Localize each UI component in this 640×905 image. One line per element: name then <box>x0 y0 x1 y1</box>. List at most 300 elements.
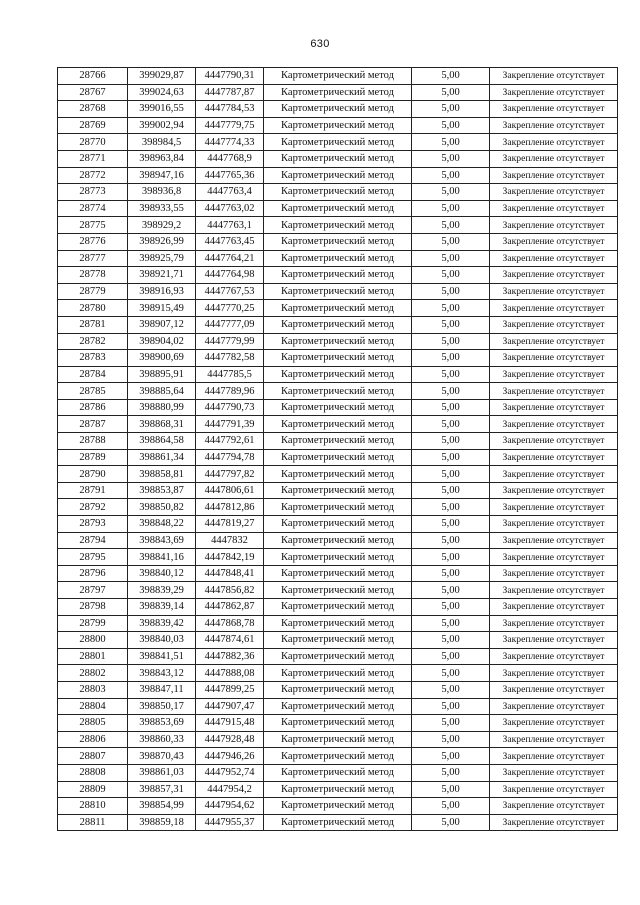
x-coordinate-cell: 398868,31 <box>128 416 196 433</box>
method-cell: Картометрический метод <box>264 715 412 732</box>
accuracy-cell: 5,00 <box>412 333 490 350</box>
table-row <box>58 366 618 383</box>
y-coordinate-cell: 4447774,33 <box>196 134 264 151</box>
note-cell: Закрепление отсутствует <box>490 300 618 317</box>
table-row <box>58 715 618 732</box>
point-id-cell: 28787 <box>58 416 128 433</box>
table-row <box>58 68 618 85</box>
point-id-cell: 28783 <box>58 350 128 367</box>
x-coordinate-cell: 398936,8 <box>128 184 196 201</box>
accuracy-cell: 5,00 <box>412 715 490 732</box>
x-coordinate-cell: 399029,87 <box>128 68 196 85</box>
method-cell: Картометрический метод <box>264 433 412 450</box>
table-row <box>58 117 618 134</box>
method-cell: Картометрический метод <box>264 383 412 400</box>
note-cell: Закрепление отсутствует <box>490 134 618 151</box>
x-coordinate-cell: 398839,42 <box>128 615 196 632</box>
note-cell: Закрепление отсутствует <box>490 681 618 698</box>
method-cell: Картометрический метод <box>264 250 412 267</box>
table-row <box>58 599 618 616</box>
y-coordinate-cell: 4447777,09 <box>196 316 264 333</box>
point-id-cell: 28778 <box>58 267 128 284</box>
y-coordinate-cell: 4447868,78 <box>196 615 264 632</box>
y-coordinate-cell: 4447794,78 <box>196 449 264 466</box>
x-coordinate-cell: 398859,18 <box>128 814 196 831</box>
point-id-cell: 28780 <box>58 300 128 317</box>
method-cell: Картометрический метод <box>264 449 412 466</box>
point-id-cell: 28801 <box>58 648 128 665</box>
x-coordinate-cell: 398870,43 <box>128 748 196 765</box>
table-row <box>58 565 618 582</box>
accuracy-cell: 5,00 <box>412 200 490 217</box>
x-coordinate-cell: 398904,02 <box>128 333 196 350</box>
point-id-cell: 28782 <box>58 333 128 350</box>
method-cell: Картометрический метод <box>264 466 412 483</box>
method-cell: Картометрический метод <box>264 482 412 499</box>
accuracy-cell: 5,00 <box>412 698 490 715</box>
note-cell: Закрепление отсутствует <box>490 648 618 665</box>
x-coordinate-cell: 398864,58 <box>128 433 196 450</box>
y-coordinate-cell: 4447764,98 <box>196 267 264 284</box>
note-cell: Закрепление отсутствует <box>490 764 618 781</box>
method-cell: Картометрический метод <box>264 117 412 134</box>
table-row <box>58 267 618 284</box>
x-coordinate-cell: 398848,22 <box>128 516 196 533</box>
note-cell: Закрепление отсутствует <box>490 715 618 732</box>
x-coordinate-cell: 398947,16 <box>128 167 196 184</box>
point-id-cell: 28779 <box>58 283 128 300</box>
accuracy-cell: 5,00 <box>412 599 490 616</box>
method-cell: Картометрический метод <box>264 316 412 333</box>
accuracy-cell: 5,00 <box>412 350 490 367</box>
accuracy-cell: 5,00 <box>412 416 490 433</box>
y-coordinate-cell: 4447765,36 <box>196 167 264 184</box>
point-id-cell: 28767 <box>58 84 128 101</box>
note-cell: Закрепление отсутствует <box>490 433 618 450</box>
x-coordinate-cell: 398963,84 <box>128 150 196 167</box>
point-id-cell: 28784 <box>58 366 128 383</box>
note-cell: Закрепление отсутствует <box>490 250 618 267</box>
y-coordinate-cell: 4447782,58 <box>196 350 264 367</box>
method-cell: Картометрический метод <box>264 283 412 300</box>
accuracy-cell: 5,00 <box>412 549 490 566</box>
coordinates-table <box>57 67 618 831</box>
note-cell: Закрепление отсутствует <box>490 283 618 300</box>
x-coordinate-cell: 398853,87 <box>128 482 196 499</box>
accuracy-cell: 5,00 <box>412 250 490 267</box>
method-cell: Картометрический метод <box>264 648 412 665</box>
note-cell: Закрепление отсутствует <box>490 117 618 134</box>
table-row <box>58 399 618 416</box>
x-coordinate-cell: 399002,94 <box>128 117 196 134</box>
table-row <box>58 150 618 167</box>
table-row <box>58 582 618 599</box>
table-row <box>58 283 618 300</box>
x-coordinate-cell: 398861,34 <box>128 449 196 466</box>
method-cell: Картометрический метод <box>264 516 412 533</box>
accuracy-cell: 5,00 <box>412 681 490 698</box>
note-cell: Закрепление отсутствует <box>490 150 618 167</box>
table-row <box>58 499 618 516</box>
y-coordinate-cell: 4447882,36 <box>196 648 264 665</box>
point-id-cell: 28771 <box>58 150 128 167</box>
table-row <box>58 748 618 765</box>
point-id-cell: 28810 <box>58 798 128 815</box>
note-cell: Закрепление отсутствует <box>490 449 618 466</box>
accuracy-cell: 5,00 <box>412 499 490 516</box>
accuracy-cell: 5,00 <box>412 233 490 250</box>
note-cell: Закрепление отсутствует <box>490 482 618 499</box>
y-coordinate-cell: 4447832 <box>196 532 264 549</box>
note-cell: Закрепление отсутствует <box>490 516 618 533</box>
table-row <box>58 134 618 151</box>
method-cell: Картометрический метод <box>264 599 412 616</box>
method-cell: Картометрический метод <box>264 416 412 433</box>
x-coordinate-cell: 398926,99 <box>128 233 196 250</box>
y-coordinate-cell: 4447785,5 <box>196 366 264 383</box>
x-coordinate-cell: 398853,69 <box>128 715 196 732</box>
accuracy-cell: 5,00 <box>412 648 490 665</box>
point-id-cell: 28781 <box>58 316 128 333</box>
point-id-cell: 28802 <box>58 665 128 682</box>
table-row <box>58 167 618 184</box>
point-id-cell: 28774 <box>58 200 128 217</box>
table-row <box>58 449 618 466</box>
x-coordinate-cell: 398929,2 <box>128 217 196 234</box>
x-coordinate-cell: 398850,82 <box>128 499 196 516</box>
x-coordinate-cell: 398900,69 <box>128 350 196 367</box>
note-cell: Закрепление отсутствует <box>490 316 618 333</box>
method-cell: Картометрический метод <box>264 665 412 682</box>
y-coordinate-cell: 4447789,96 <box>196 383 264 400</box>
y-coordinate-cell: 4447848,41 <box>196 565 264 582</box>
accuracy-cell: 5,00 <box>412 798 490 815</box>
y-coordinate-cell: 4447770,25 <box>196 300 264 317</box>
note-cell: Закрепление отсутствует <box>490 399 618 416</box>
point-id-cell: 28775 <box>58 217 128 234</box>
accuracy-cell: 5,00 <box>412 167 490 184</box>
method-cell: Картометрический метод <box>264 101 412 118</box>
x-coordinate-cell: 399016,55 <box>128 101 196 118</box>
y-coordinate-cell: 4447952,74 <box>196 764 264 781</box>
note-cell: Закрепление отсутствует <box>490 731 618 748</box>
point-id-cell: 28799 <box>58 615 128 632</box>
accuracy-cell: 5,00 <box>412 117 490 134</box>
y-coordinate-cell: 4447946,26 <box>196 748 264 765</box>
method-cell: Картометрический метод <box>264 167 412 184</box>
method-cell: Картометрический метод <box>264 350 412 367</box>
point-id-cell: 28807 <box>58 748 128 765</box>
accuracy-cell: 5,00 <box>412 68 490 85</box>
table-row <box>58 466 618 483</box>
accuracy-cell: 5,00 <box>412 665 490 682</box>
method-cell: Картометрический метод <box>264 200 412 217</box>
y-coordinate-cell: 4447797,82 <box>196 466 264 483</box>
method-cell: Картометрический метод <box>264 681 412 698</box>
x-coordinate-cell: 398916,93 <box>128 283 196 300</box>
method-cell: Картометрический метод <box>264 184 412 201</box>
x-coordinate-cell: 398854,99 <box>128 798 196 815</box>
method-cell: Картометрический метод <box>264 84 412 101</box>
table-row <box>58 681 618 698</box>
accuracy-cell: 5,00 <box>412 383 490 400</box>
accuracy-cell: 5,00 <box>412 466 490 483</box>
note-cell: Закрепление отсутствует <box>490 615 618 632</box>
table-row <box>58 781 618 798</box>
method-cell: Картометрический метод <box>264 532 412 549</box>
coordinates-table-body <box>58 68 618 831</box>
y-coordinate-cell: 4447792,61 <box>196 433 264 450</box>
y-coordinate-cell: 4447888,08 <box>196 665 264 682</box>
y-coordinate-cell: 4447954,2 <box>196 781 264 798</box>
y-coordinate-cell: 4447768,9 <box>196 150 264 167</box>
accuracy-cell: 5,00 <box>412 565 490 582</box>
method-cell: Картометрический метод <box>264 582 412 599</box>
point-id-cell: 28806 <box>58 731 128 748</box>
table-row <box>58 333 618 350</box>
method-cell: Картометрический метод <box>264 233 412 250</box>
accuracy-cell: 5,00 <box>412 532 490 549</box>
note-cell: Закрепление отсутствует <box>490 698 618 715</box>
method-cell: Картометрический метод <box>264 731 412 748</box>
method-cell: Картометрический метод <box>264 150 412 167</box>
table-row <box>58 615 618 632</box>
point-id-cell: 28797 <box>58 582 128 599</box>
note-cell: Закрепление отсутствует <box>490 781 618 798</box>
y-coordinate-cell: 4447874,61 <box>196 632 264 649</box>
accuracy-cell: 5,00 <box>412 399 490 416</box>
note-cell: Закрепление отсутствует <box>490 632 618 649</box>
y-coordinate-cell: 4447790,31 <box>196 68 264 85</box>
x-coordinate-cell: 398840,12 <box>128 565 196 582</box>
table-row <box>58 416 618 433</box>
accuracy-cell: 5,00 <box>412 316 490 333</box>
y-coordinate-cell: 4447763,45 <box>196 233 264 250</box>
method-cell: Картометрический метод <box>264 499 412 516</box>
x-coordinate-cell: 398895,91 <box>128 366 196 383</box>
accuracy-cell: 5,00 <box>412 748 490 765</box>
point-id-cell: 28808 <box>58 764 128 781</box>
table-row <box>58 516 618 533</box>
table-row <box>58 233 618 250</box>
note-cell: Закрепление отсутствует <box>490 217 618 234</box>
note-cell: Закрепление отсутствует <box>490 532 618 549</box>
point-id-cell: 28788 <box>58 433 128 450</box>
table-row <box>58 300 618 317</box>
point-id-cell: 28772 <box>58 167 128 184</box>
point-id-cell: 28790 <box>58 466 128 483</box>
note-cell: Закрепление отсутствует <box>490 798 618 815</box>
point-id-cell: 28786 <box>58 399 128 416</box>
point-id-cell: 28769 <box>58 117 128 134</box>
x-coordinate-cell: 398861,03 <box>128 764 196 781</box>
point-id-cell: 28800 <box>58 632 128 649</box>
accuracy-cell: 5,00 <box>412 217 490 234</box>
method-cell: Картометрический метод <box>264 698 412 715</box>
table-row <box>58 814 618 831</box>
y-coordinate-cell: 4447787,87 <box>196 84 264 101</box>
y-coordinate-cell: 4447764,21 <box>196 250 264 267</box>
y-coordinate-cell: 4447763,4 <box>196 184 264 201</box>
point-id-cell: 28795 <box>58 549 128 566</box>
table-row <box>58 482 618 499</box>
table-row <box>58 184 618 201</box>
note-cell: Закрепление отсутствует <box>490 549 618 566</box>
method-cell: Картометрический метод <box>264 333 412 350</box>
point-id-cell: 28766 <box>58 68 128 85</box>
method-cell: Картометрический метод <box>264 632 412 649</box>
accuracy-cell: 5,00 <box>412 101 490 118</box>
note-cell: Закрепление отсутствует <box>490 565 618 582</box>
y-coordinate-cell: 4447915,48 <box>196 715 264 732</box>
y-coordinate-cell: 4447955,37 <box>196 814 264 831</box>
x-coordinate-cell: 399024,63 <box>128 84 196 101</box>
x-coordinate-cell: 398915,49 <box>128 300 196 317</box>
x-coordinate-cell: 398850,17 <box>128 698 196 715</box>
accuracy-cell: 5,00 <box>412 283 490 300</box>
x-coordinate-cell: 398841,16 <box>128 549 196 566</box>
method-cell: Картометрический метод <box>264 781 412 798</box>
accuracy-cell: 5,00 <box>412 84 490 101</box>
y-coordinate-cell: 4447791,39 <box>196 416 264 433</box>
method-cell: Картометрический метод <box>264 366 412 383</box>
method-cell: Картометрический метод <box>264 748 412 765</box>
method-cell: Картометрический метод <box>264 798 412 815</box>
note-cell: Закрепление отсутствует <box>490 167 618 184</box>
table-row <box>58 316 618 333</box>
x-coordinate-cell: 398933,55 <box>128 200 196 217</box>
point-id-cell: 28789 <box>58 449 128 466</box>
x-coordinate-cell: 398921,71 <box>128 267 196 284</box>
note-cell: Закрепление отсутствует <box>490 267 618 284</box>
x-coordinate-cell: 398880,99 <box>128 399 196 416</box>
table-row <box>58 665 618 682</box>
table-row <box>58 383 618 400</box>
y-coordinate-cell: 4447856,82 <box>196 582 264 599</box>
accuracy-cell: 5,00 <box>412 781 490 798</box>
x-coordinate-cell: 398984,5 <box>128 134 196 151</box>
note-cell: Закрепление отсутствует <box>490 333 618 350</box>
point-id-cell: 28798 <box>58 599 128 616</box>
x-coordinate-cell: 398847,11 <box>128 681 196 698</box>
y-coordinate-cell: 4447819,27 <box>196 516 264 533</box>
point-id-cell: 28773 <box>58 184 128 201</box>
table-row <box>58 731 618 748</box>
y-coordinate-cell: 4447842,19 <box>196 549 264 566</box>
method-cell: Картометрический метод <box>264 814 412 831</box>
note-cell: Закрепление отсутствует <box>490 665 618 682</box>
accuracy-cell: 5,00 <box>412 731 490 748</box>
method-cell: Картометрический метод <box>264 549 412 566</box>
x-coordinate-cell: 398841,51 <box>128 648 196 665</box>
point-id-cell: 28809 <box>58 781 128 798</box>
table-row <box>58 433 618 450</box>
note-cell: Закрепление отсутствует <box>490 68 618 85</box>
x-coordinate-cell: 398839,14 <box>128 599 196 616</box>
accuracy-cell: 5,00 <box>412 366 490 383</box>
page-number: 630 <box>310 38 330 50</box>
table-row <box>58 549 618 566</box>
point-id-cell: 28803 <box>58 681 128 698</box>
x-coordinate-cell: 398925,79 <box>128 250 196 267</box>
method-cell: Картометрический метод <box>264 267 412 284</box>
table-row <box>58 648 618 665</box>
note-cell: Закрепление отсутствует <box>490 466 618 483</box>
y-coordinate-cell: 4447784,53 <box>196 101 264 118</box>
accuracy-cell: 5,00 <box>412 615 490 632</box>
x-coordinate-cell: 398907,12 <box>128 316 196 333</box>
note-cell: Закрепление отсутствует <box>490 416 618 433</box>
table-row <box>58 217 618 234</box>
y-coordinate-cell: 4447862,87 <box>196 599 264 616</box>
x-coordinate-cell: 398843,12 <box>128 665 196 682</box>
accuracy-cell: 5,00 <box>412 433 490 450</box>
note-cell: Закрепление отсутствует <box>490 101 618 118</box>
y-coordinate-cell: 4447907,47 <box>196 698 264 715</box>
accuracy-cell: 5,00 <box>412 482 490 499</box>
y-coordinate-cell: 4447812,86 <box>196 499 264 516</box>
method-cell: Картометрический метод <box>264 764 412 781</box>
note-cell: Закрепление отсутствует <box>490 350 618 367</box>
note-cell: Закрепление отсутствует <box>490 748 618 765</box>
accuracy-cell: 5,00 <box>412 184 490 201</box>
y-coordinate-cell: 4447928,48 <box>196 731 264 748</box>
table-row <box>58 200 618 217</box>
accuracy-cell: 5,00 <box>412 516 490 533</box>
point-id-cell: 28785 <box>58 383 128 400</box>
note-cell: Закрепление отсутствует <box>490 499 618 516</box>
accuracy-cell: 5,00 <box>412 267 490 284</box>
table-row <box>58 632 618 649</box>
x-coordinate-cell: 398843,69 <box>128 532 196 549</box>
method-cell: Картометрический метод <box>264 217 412 234</box>
table-row <box>58 532 618 549</box>
table-row <box>58 84 618 101</box>
note-cell: Закрепление отсутствует <box>490 814 618 831</box>
y-coordinate-cell: 4447767,53 <box>196 283 264 300</box>
note-cell: Закрепление отсутствует <box>490 383 618 400</box>
y-coordinate-cell: 4447790,73 <box>196 399 264 416</box>
table-row <box>58 798 618 815</box>
point-id-cell: 28804 <box>58 698 128 715</box>
point-id-cell: 28811 <box>58 814 128 831</box>
method-cell: Картометрический метод <box>264 300 412 317</box>
note-cell: Закрепление отсутствует <box>490 582 618 599</box>
y-coordinate-cell: 4447779,75 <box>196 117 264 134</box>
x-coordinate-cell: 398840,03 <box>128 632 196 649</box>
point-id-cell: 28796 <box>58 565 128 582</box>
method-cell: Картометрический метод <box>264 399 412 416</box>
method-cell: Картометрический метод <box>264 565 412 582</box>
table-row <box>58 101 618 118</box>
method-cell: Картометрический метод <box>264 134 412 151</box>
accuracy-cell: 5,00 <box>412 582 490 599</box>
point-id-cell: 28776 <box>58 233 128 250</box>
point-id-cell: 28770 <box>58 134 128 151</box>
method-cell: Картометрический метод <box>264 68 412 85</box>
accuracy-cell: 5,00 <box>412 134 490 151</box>
y-coordinate-cell: 4447763,02 <box>196 200 264 217</box>
point-id-cell: 28805 <box>58 715 128 732</box>
table-row <box>58 250 618 267</box>
point-id-cell: 28777 <box>58 250 128 267</box>
point-id-cell: 28793 <box>58 516 128 533</box>
x-coordinate-cell: 398885,64 <box>128 383 196 400</box>
y-coordinate-cell: 4447763,1 <box>196 217 264 234</box>
accuracy-cell: 5,00 <box>412 814 490 831</box>
point-id-cell: 28791 <box>58 482 128 499</box>
note-cell: Закрепление отсутствует <box>490 599 618 616</box>
